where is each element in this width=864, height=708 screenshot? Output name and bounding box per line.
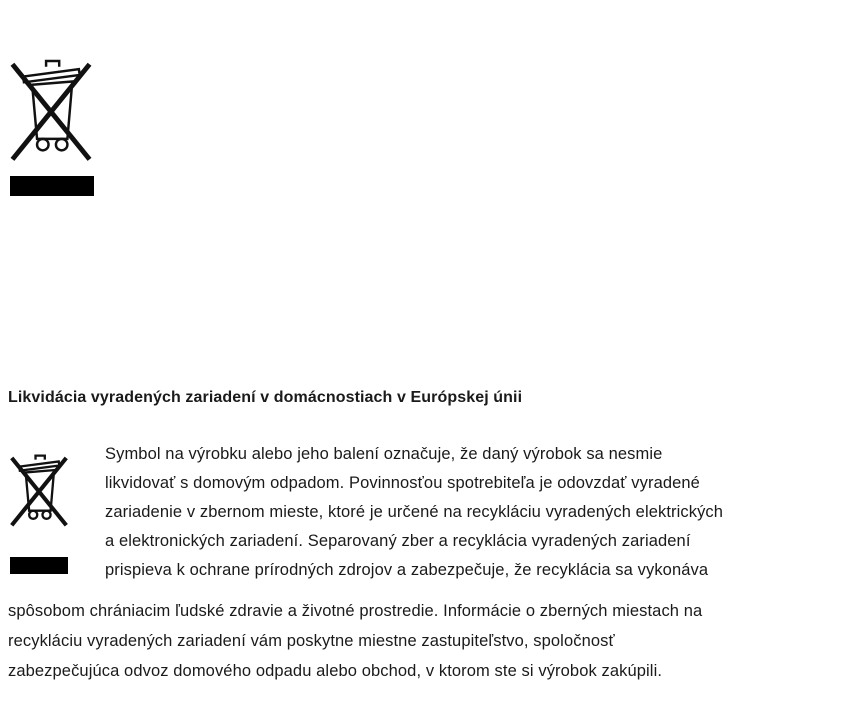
- crossed-out-wheelie-bin-icon: [10, 56, 94, 171]
- body-line: spôsobom chrániacim ľudské zdravie a životné prostredie. Informácie o zberných miestach na: [8, 602, 703, 620]
- body-line: prispieva k ochrane prírodných zdrojov a zabezpečuje, že recyklácia sa vykonáva: [105, 561, 709, 579]
- weee-symbol-small: [10, 440, 70, 574]
- weee-black-bar: [10, 557, 68, 574]
- body-line: Symbol na výrobku alebo jeho balení označuje, že daný výrobok sa nesmie: [105, 445, 663, 463]
- weee-black-bar: [10, 176, 94, 196]
- body-line: likvidovať s domovým odpadom. Povinnosťou spotrebiteľa je odovzdať vyradené: [105, 474, 700, 492]
- body-line: a elektronických zariadení. Separovaný zber a recyklácia vyradených zariadení: [105, 532, 691, 550]
- body-line: zabezpečujúca odvoz domového odpadu alebo obchod, v ktorom ste si výrobok zakúpili.: [8, 662, 663, 680]
- section-heading: Likvidácia vyradených zariadení v domácnostiach v Európskej únii: [8, 389, 523, 406]
- crossed-out-wheelie-bin-icon: [10, 440, 70, 547]
- body-line: recykláciu vyradených zariadení vám poskytne miestne zastupiteľstvo, spoločnosť: [8, 632, 615, 650]
- weee-symbol-large: [10, 56, 94, 196]
- body-line: zariadenie v zbernom mieste, ktoré je určené na recykláciu vyradených elektrických: [105, 503, 724, 521]
